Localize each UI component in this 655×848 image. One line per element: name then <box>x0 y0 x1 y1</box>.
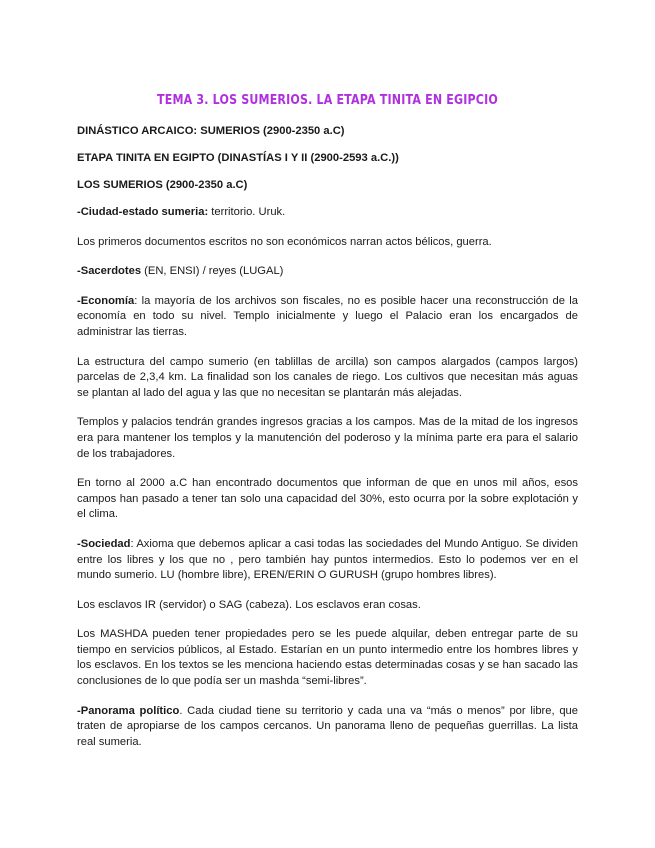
paragraph-sacerdotes <box>77 264 578 280</box>
label-sociedad: -Sociedad <box>77 537 131 550</box>
label-economia: -Economía <box>77 294 135 307</box>
paragraph-torno: En torno al 2000 a.C han encontrado documentos que informan de que en unos mil años, esos campos han pasado a tener tan solo una capacidad del 30%, esto ocurra por la sobre explotación y el clima. <box>77 477 578 521</box>
paragraph-templos: Templos y palacios tendrán grandes ingresos gracias a los campos. Mas de la mitad de los ingresos era para mantener los templos y la manutención del poderoso y la mínima parte era para el salario de los trabajadores. <box>77 416 578 460</box>
label-ciudad-estado: -Ciudad-estado sumeria: <box>77 206 209 218</box>
label-panorama: -Panorama político <box>77 704 180 717</box>
paragraph-ciudad-estado <box>77 205 578 221</box>
text-sacerdotes: (EN, ENSI) / reyes (LUGAL) <box>141 265 284 278</box>
text-panorama: . Cada ciudad tiene su territorio y cada una va “más o menos” por libre, que traten de apropiarse de los campos cercanos. Un panorama lleno de pequeñas guerrillas. La lista real sumeria. <box>77 704 578 748</box>
paragraph-documentos: Los primeros documentos escritos no son económicos narran actos bélicos, guerra. <box>77 235 492 248</box>
text-economia: : la mayoría de los archivos son fiscales, no es posible hacer una reconstrucción de la economía en todo su nivel. Templo inicialmente y luego el Palacio eran los encargados de administrar las tierras. <box>77 294 578 338</box>
text-ciudad-estado: territorio. Uruk. <box>208 206 286 218</box>
heading-los-sumerios: LOS SUMERIOS (2900-2350 a.C) <box>77 179 248 191</box>
paragraph-esclavos: Los esclavos IR (servidor) o SAG (cabeza). Los esclavos eran cosas. <box>77 598 421 611</box>
page-title: TEMA 3. LOS SUMERIOS. LA ETAPA TINITA EN EGIPCIO <box>157 92 498 108</box>
paragraph-panorama <box>77 704 578 751</box>
paragraph-campo: La estructura del campo sumerio (en tablillas de arcilla) son campos alargados (campos largos) parcelas de 2,3,4 km. La finalidad son los canales de riego. Los cultivos que necesitan más aguas se plantan al lado del agua y las que no necesitan se plantarán más alejadas. <box>77 355 578 399</box>
label-sacerdotes: -Sacerdotes <box>77 265 142 278</box>
paragraph-sociedad <box>77 537 578 584</box>
paragraph-mashda: Los MASHDA pueden tener propiedades pero se les puede alquilar, deben entregar parte de su tiempo en servicios públicos, al Estado. Estarían en un punto intermedio entre los hombres libres y los esclavos. En los textos se les menciona haciendo estas determinadas cosas y se han sacado las conclusiones de lo que podía ser un mashda “semi-libres”. <box>77 628 578 688</box>
document-page <box>77 92 578 764</box>
paragraph-economia <box>77 294 578 341</box>
heading-dinastico-arcaico: DINÁSTICO ARCAICO: SUMERIOS (2900-2350 a.C) <box>77 125 345 137</box>
heading-etapa-tinita: ETAPA TINITA EN EGIPTO (DINASTÍAS I Y II (2900-2593 a.C.)) <box>77 152 399 164</box>
text-sociedad: : Axioma que debemos aplicar a casi todas las sociedades del Mundo Antiguo. Se dividen entre los libres y los que no , pero también hay puntos intermedios. Esto lo podemos ver en el mundo sumerio. LU (hombre libre), EREN/ERIN O GURUSH (grupo hombres libres). <box>77 537 578 582</box>
